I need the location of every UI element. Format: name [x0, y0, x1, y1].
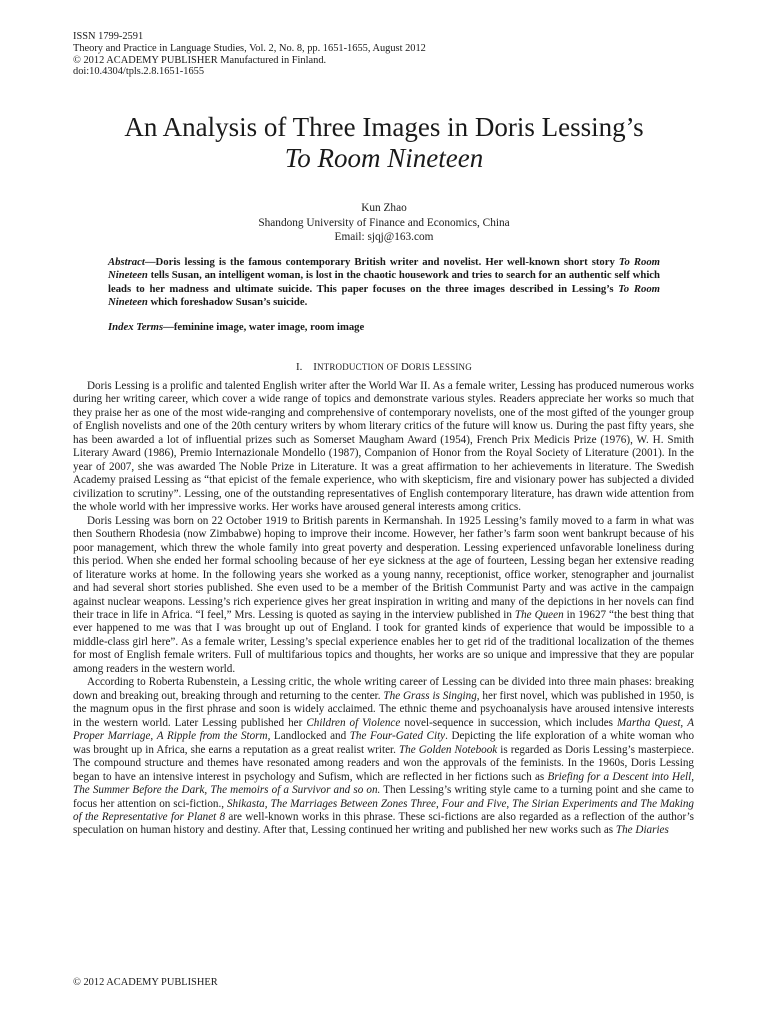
- author-affiliation: Shandong University of Finance and Economics, China: [258, 216, 510, 229]
- italic-title-span: A Proper Marriage: [73, 716, 695, 743]
- copyright-line: © 2012 ACADEMY PUBLISHER Manufactured in Finland.: [73, 54, 327, 66]
- italic-title-span: Briefing for a Descent into Hell, The Summer Before the Dark, The memoirs of a Survivor and so on.: [73, 770, 695, 797]
- text-span: . Depicting the life exploration of a white woman who was brought up in Africa, she earns a reputation as a great realist writer.: [73, 730, 695, 756]
- journal-citation: Theory and Practice in Language Studies, Vol. 2, No. 8, pp. 1651-1655, August 2012: [73, 42, 426, 54]
- italic-title-span: The Diaries: [615, 824, 669, 837]
- body-paragraph: [73, 515, 694, 677]
- italic-title-span: Shikasta, The Marriages Between Zones Three, Four and Five, The Sirian Experiments and The Making of the Representative for Planet 8: [73, 797, 694, 823]
- italic-title-span: A Ripple from the Storm,: [156, 730, 271, 743]
- doi-line: doi:10.4304/tpls.2.8.1651-1655: [73, 66, 205, 78]
- italic-title-span: The Queen: [514, 608, 564, 621]
- text-span: Doris Lessing is a prolific and talented English writer after the World War II. As a female writer, Lessing has produced numerous works during her writing career, which cover a wide range of topics and demonstrate various styles. Readers appreciate her works so much that they praise her as one of the most wide-ranging and comprehensive of contemporary novelists, one of the most gifted of the younger group of English novelists and one of the 20th century writers by whom literary critics of the future will know us. During the past fifty years, she has been awarded a lot of influential prizes such as Somerset Maugham Award (1954), French Prix Medicis Prize (1976), W. H. Smith Literary Award (1986), Premio Internazionale Mondello (1987), Companion of Honor from the Royal Society of Literature (2001). In the year of 2007, she was awarded The Noble Prize in Literature. It was a great affirmation to her achievements in literature. The Swedish Academy praised Lessing as “that epicist of the female experience, who with skepticism, fire and visionary power has subjected a divided civilization to scrutiny”. Lessing, one of the outstanding representatives of English contemporary literature, has drawn wide attention from the whole world with her impressive works. Her works have aroused general interests among critics.: [73, 380, 694, 514]
- abstract-segment: which foreshadow Susan’s suicide.: [147, 296, 308, 309]
- text-span: Landlocked and: [270, 730, 350, 743]
- page-footer: © 2012 ACADEMY PUBLISHER: [73, 977, 218, 988]
- text-span: Doris Lessing was born on 22 October 1919 to British parents in Kermanshah. In 1925 Lessing’s family moved to a farm in what was then Southern Rhodesia (now Zimbabwe) hoping to improve their income. However, her father’s farm soon went bankrupt because of his poor management, which threw the whole family into great poverty and desperation. Lessing experienced unfavorable loneliness during this period. When she ended her formal schooling because of her eye sickness at the age of fourteen, Lessing began her extensive reading of literature works at home. In the following years she worked as a young nanny, receptionist, office worker, stenographer and journalist and had several short stories published. She even used to be a member of the British Communist Party and was active in the campaign against nuclear weapons. Lessing’s rich experience gives her great inspiration in writing and many of the depictions in her novels can find their trace in life in Africa. “I feel,” Mrs. Lessing is quoted as saying in the interview published in: [73, 514, 694, 621]
- abstract-label: Abstract: [108, 256, 145, 268]
- text-span: , her first novel, which was published in 1950, is the magnum opus in the first phrase and soon is widely acclaimed. The ethnic theme and psychoanalysis have aroused intensive interests in the western world. Later Lessing published her: [73, 689, 694, 729]
- abstract-segment: —Doris lessing is the famous contemporary British writer and novelist. Her well-known short story: [144, 256, 619, 268]
- index-terms: [108, 321, 660, 334]
- italic-title-span: Children of Violence: [306, 716, 401, 729]
- issn-line: ISSN 1799-2591: [73, 31, 144, 42]
- section-title: INTRODUCTION OF DORIS LESSING: [313, 361, 472, 373]
- italic-title-span: The Golden Notebook: [398, 743, 498, 756]
- body-paragraph: [73, 380, 694, 515]
- title-line-2: To Room Nineteen: [284, 143, 484, 173]
- section-number: I.: [296, 361, 303, 373]
- text-span: are well-known works in this phrase. These sci-fictions are also regarded as a reflection of the author’s speculation on human history and destiny. After that, Lessing continued her writing and published her new works such as: [73, 811, 695, 837]
- author-name: Kun Zhao: [361, 202, 407, 214]
- abstract-segment: tells Susan, an intelligent woman, is lost in the chaotic housework and tries to search for an authentic self which leads to her madness and ultimate suicide. This paper focuses on the three images described in Lessing’s: [108, 269, 660, 295]
- author-block: [60, 201, 708, 245]
- title-line-1: An Analysis of Three Images in Doris Lessing’s: [124, 112, 644, 142]
- journal-header: [73, 31, 426, 78]
- text-span: is regarded as Doris Lessing’s masterpiece. The compound structure and themes have resonated among readers and won the approvals of the feminists. In the 1960s, Doris Lessing began to have an intensive interest in psychology and Sufism, which are reflected in her fictions such as: [73, 743, 694, 783]
- index-terms-text: —feminine image, water image, room image: [163, 321, 365, 333]
- text-span: novel-sequence in succession, which includes: [400, 716, 618, 729]
- text-span: According to Roberta Rubenstein, a Lessing critic, the whole writing career of Lessing can be divided into three main phases: breaking down and breaking out, breaking through and returning to the center.: [73, 676, 694, 702]
- text-span: ,: [150, 730, 157, 743]
- abstract: [108, 256, 660, 310]
- text-span: Then Lessing’s writing style came to a turning point and she came to focus her attention on sci-fiction.,: [73, 784, 694, 810]
- text-span: ,: [680, 716, 688, 729]
- paper-title: [60, 112, 708, 174]
- body-paragraph: [73, 676, 694, 838]
- index-terms-label: Index Terms: [108, 321, 164, 333]
- abstract-segment: To Room Nineteen: [108, 282, 660, 309]
- author-email: Email: sjqj@163.com: [334, 231, 434, 243]
- text-span: in 19627 “the best thing that ever happened to me was that I was brought up out of England. I took for granted kinds of experience that would be impossible to a middle-class girl here”. As a female writer, Lessing’s special experience enables her to get rid of the traditional localization of the themes for most of English female writers. Full of multifarious topics and thoughts, her works are so unique and impressive that they are popular among readers in the western world.: [73, 608, 695, 675]
- italic-title-span: The Grass is Singing: [383, 689, 477, 702]
- section-heading: [60, 361, 708, 374]
- abstract-segment: To Room Nineteen: [108, 256, 660, 282]
- body-text: [73, 380, 694, 838]
- italic-title-span: The Four-Gated City: [349, 730, 446, 743]
- italic-title-span: Martha Quest: [617, 716, 681, 729]
